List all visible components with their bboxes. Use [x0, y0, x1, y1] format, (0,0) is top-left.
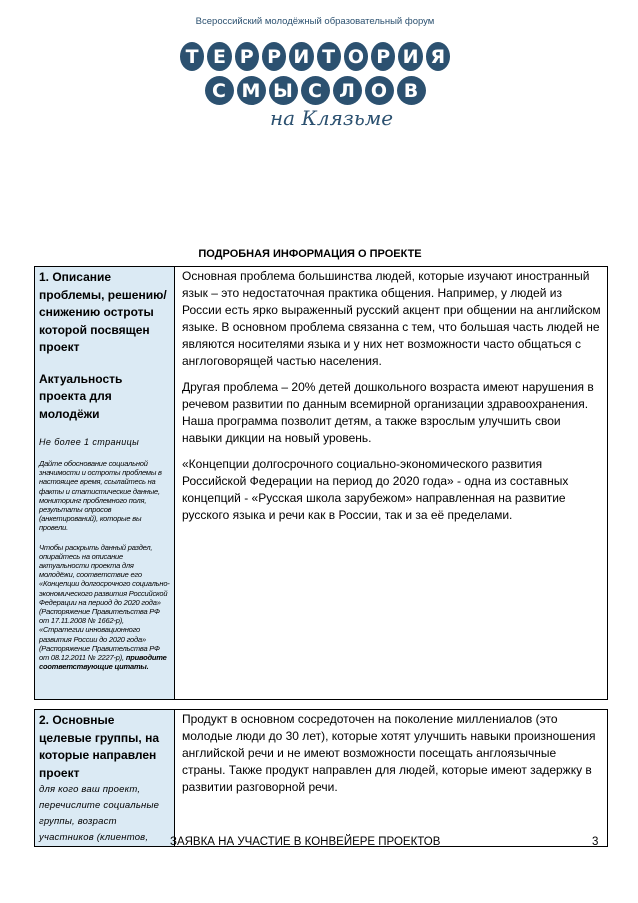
row1-paragraph: Основная проблема большинства людей, которые изучают иностранный язык – это недостаточная практика общения. Например, у людей из России есть ярко выраженный русский акцент при общении на английском языке. В основном проблема связанна с тем, что большая часть людей не являются носителями языка и у них нет возможности часто общаться с англоговорящей частью населения. — [182, 269, 601, 368]
logo-letter: Е — [207, 42, 231, 71]
logo-letter: С — [205, 76, 234, 105]
logo-letter: Р — [371, 42, 395, 71]
row2-paragraph: Продукт в основном сосредоточен на поколение миллениалов (это молодые люди до 30 лет), которые хотят улучшить навыки произношения английской речи и не имеют возможности посещать англоязычные страны. Также продукт направлен для людей, которые имеют задержку в развитии разговорной речи. — [182, 712, 596, 794]
logo-letter: Ы — [269, 76, 298, 105]
logo-letter: Р — [262, 42, 286, 71]
row1-note-2-text: Чтобы раскрыть данный раздел, опирайтесь на описание актуальности проекта для молодёжи, соответствие его «Концепции долгосрочного социально-экономического развития Российской Федерации на период до 2020 года» (Распоряжение Правительства РФ от 17.11.2008 № 1662-р), «Стратегии инновационного развития России до 2020 года» (Распоряжение Правительства РФ от 08.12.2011 № 2227-р), — [39, 542, 170, 663]
logo-letter: Я — [426, 42, 450, 71]
row1-note-2-bold: приводите соответствующие цитаты. — [39, 653, 167, 672]
row1-subheading: Актуальность проекта для молодёжи — [39, 371, 123, 421]
footer-title: ЗАЯВКА НА УЧАСТИЕ В КОНВЕЙЕРЕ ПРОЕКТОВ — [170, 836, 441, 848]
logo-line-2 — [180, 76, 450, 105]
logo-subtitle: на Клязьме — [270, 106, 394, 130]
row1-content-cell — [175, 267, 608, 700]
section-title: ПОДРОБНАЯ ИНФОРМАЦИЯ О ПРОЕКТЕ — [198, 248, 422, 260]
row2-content-cell — [175, 710, 608, 847]
row1-note-1: Дайте обоснование социальной значимости и остроты проблемы в настоящее время, ссылайтесь на факты и статистические данные, мониторинг проблемного поля, результаты опросов (анкетирований), которые вы провели. — [39, 459, 162, 533]
row1-limit: Не более 1 страницы — [39, 437, 140, 447]
logo-letter: Т — [180, 42, 204, 71]
logo-letter: С — [301, 76, 330, 105]
logo-letter: Л — [333, 76, 362, 105]
row2-label-cell — [35, 710, 175, 847]
project-info-table-1 — [34, 266, 608, 700]
logo-line-1 — [180, 42, 450, 71]
page-number: 3 — [592, 836, 599, 848]
row1-note-2 — [35, 533, 174, 672]
forum-logo — [180, 14, 450, 134]
row1-heading: 1. Описание проблемы, решению/снижению остроты которой посвящен проект — [39, 270, 167, 354]
row1-paragraph: «Концепции долгосрочного социально-экономического развития Российской Федерации на период до 2020 года» - одна из составных концепций - «Русская школа зарубежом» направленная на развитие русского языка и речи как в России, так и за её пределами. — [182, 457, 569, 522]
logo-letter: И — [398, 42, 422, 71]
logo-letter: Т — [317, 42, 341, 71]
row1-paragraph: Другая проблема – 20% детей дошкольного возраста имеют нарушения в речевом развитии по данным всемирной организации здравоохранения. Наша программа позволит детям, а также взрослым улучшить свои навыки дикции на новый уровень. — [182, 380, 594, 445]
row1-label-cell — [35, 267, 175, 700]
logo-letter: О — [365, 76, 394, 105]
row2-note: для кого ваш проект, перечислите социальные группы, возраст участников (клиентов, — [39, 784, 160, 843]
logo-letter: М — [237, 76, 266, 105]
project-info-table-2 — [34, 709, 608, 847]
logo-letter: Р — [235, 42, 259, 71]
logo-letter: О — [344, 42, 368, 71]
logo-letter: В — [397, 76, 426, 105]
row2-heading: 2. Основные целевые группы, на которые направлен проект — [39, 713, 159, 780]
logo-letter: И — [289, 42, 313, 71]
logo-tagline: Всероссийский молодёжный образовательный форум — [195, 16, 435, 27]
